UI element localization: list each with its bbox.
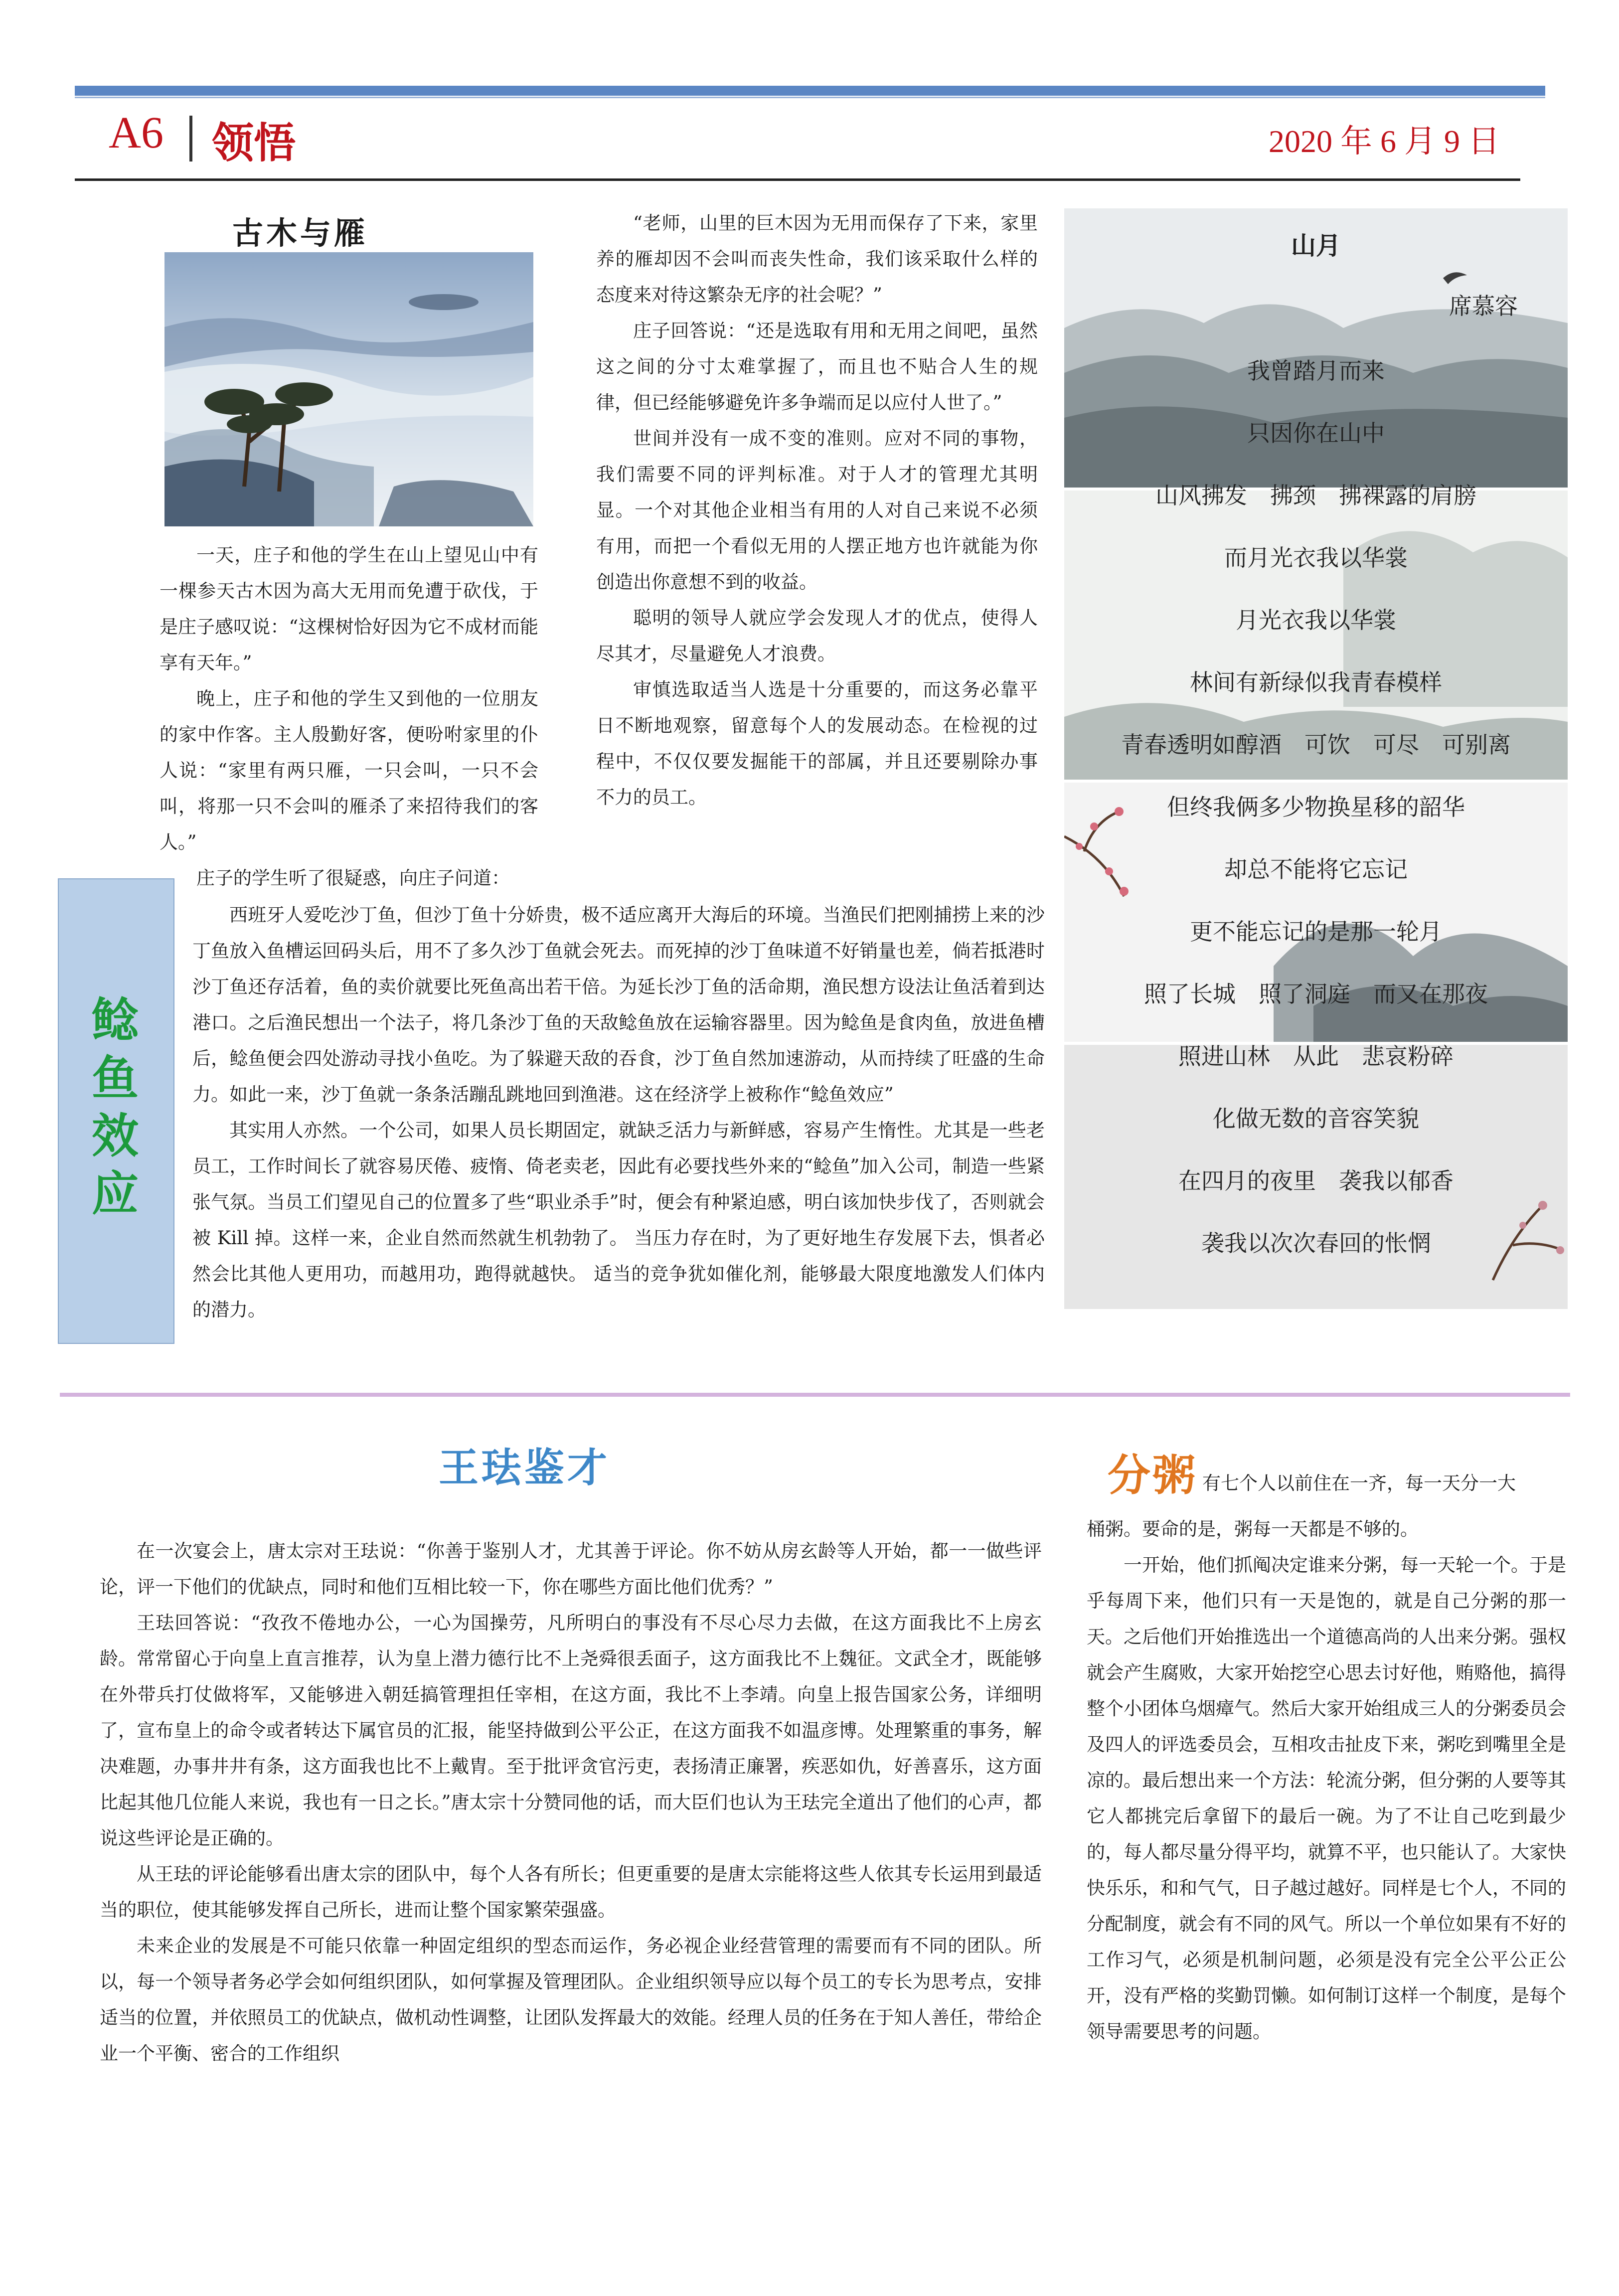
poem-line: 在四月的夜里 袭我以郁香 — [1178, 1167, 1454, 1194]
paragraph: 在一次宴会上，唐太宗对王珐说：“你善于鉴别人才，尤其善于评论。你不妨从房玄龄等人开始，都一一做些评论，评一下他们的优缺点，同时和他们互相比较一下，你在哪些方面比他们优秀？” — [100, 1540, 1042, 1598]
landscape-painting-image — [164, 252, 533, 526]
paragraph: 晚上，庄子和他的学生又到他的一位朋友的家中作客。主人殷勤好客，便吩咐家里的仆人说：“家里有两只雁，一只会叫，一只不会叫，将那一只不会叫的雁杀了来招待我们的客人。” — [160, 688, 538, 853]
paragraph: 从王珐的评论能够看出唐太宗的团队中，每个人各有所长；但更重要的是唐太宗能将这些人依其专长运用到最适当的职位，使其能够发挥自己所长，进而让整个国家繁荣强盛。 — [100, 1863, 1042, 1921]
poem-line: 只因你在山中 — [1247, 420, 1385, 447]
paragraph: 审慎选取适当人选是十分重要的，而这务必靠平日不断地观察，留意每个人的发展动态。在检视的过程中，不仅仅要发掘能干的部属，并且还要剔除办事不力的员工。 — [596, 679, 1038, 808]
article-ancient-tree-title: 古木与雁 — [232, 215, 368, 251]
poem-line: 照进山林 从此 悲哀粉碎 — [1178, 1043, 1454, 1070]
poem-line: 山风拂发 拂颈 拂裸露的肩膀 — [1155, 482, 1476, 509]
article-ancient-tree-column-2 — [596, 205, 1038, 816]
paragraph: 世间并没有一成不变的准则。应对不同的事物，我们需要不同的评判标准。对于人才的管理尤其明显。一个对其他企业相当有用的人对自己来说不必须有用，而把一个看似无用的人摆正地方也许就能为你创造出你意想不到的收益。 — [596, 428, 1038, 593]
poem-line: 却总不能将它忘记 — [1224, 856, 1408, 883]
wang-fa-article-body — [100, 1533, 1042, 2072]
paragraph: 一天，庄子和他的学生在山上望见山中有一棵参天古木因为高大无用而免遭于砍伐，于是庄子感叹说：“这棵树恰好因为它不成材而能享有天年。” — [160, 544, 538, 673]
header-top-bar-line — [75, 97, 1545, 98]
article-ancient-tree-column-1 — [160, 537, 538, 896]
catfish-effect-vertical-title — [58, 992, 172, 1223]
poem-author: 席慕容 — [1449, 293, 1518, 320]
section-divider — [60, 1393, 1570, 1397]
issue-date: 2020 年 6 月 9 日 — [1269, 124, 1500, 159]
title-char: 鱼 — [91, 1051, 139, 1106]
paragraph: 庄子回答说：“还是选取有用和无用之间吧，虽然这之间的分寸太难掌握了，而且也不贴合人生的规律，但已经能够避免许多争端而足以应付人世了。” — [596, 320, 1038, 413]
header-rule — [75, 178, 1520, 181]
poem-title: 山月 — [1291, 231, 1341, 260]
section-title: 领悟 — [212, 119, 296, 167]
poem-line: 袭我以次次春回的怅惘 — [1201, 1230, 1431, 1257]
title-char: 效 — [91, 1109, 139, 1163]
paragraph: 未来企业的发展是不可能只依靠一种固定组织的型态而运作，务必视企业经营管理的需要而有不同的团队。所以，每一个领导者务必学会如何组织团队，如何掌握及管理团队。企业组织领导应以每个员工的专长为思考点，安排适当的位置，并依照员工的优缺点，做机动性调整，让团队发挥最大的效能。经理人员的任务在于知人善任，带给企业一个平衡、密合的工作组织 — [100, 1935, 1042, 2064]
poem-line: 更不能忘记的是那一轮月 — [1190, 918, 1442, 945]
poem-line: 我曾踏月而来 — [1247, 357, 1385, 384]
porridge-article-body — [1087, 1511, 1566, 2050]
wang-fa-article-title: 王珐鉴才 — [439, 1445, 610, 1491]
poem-line: 月光衣我以华裳 — [1236, 607, 1396, 634]
catfish-effect-body — [192, 897, 1045, 1328]
paragraph: 一开始，他们抓阄决定谁来分粥，每一天轮一个。于是乎每周下来，他们只有一天是饱的，就是自己分粥的那一天。之后他们开始推选出一个道德高尚的人出来分粥。强权就会产生腐败，大家开始挖空心思去讨好他，贿赂他，搞得整个小团体乌烟瘴气。然后大家开始组成三人的分粥委员会及四人的评选委员会，互相攻击扯皮下来，粥吃到嘴里全是凉的。最后想出来一个方法：轮流分粥，但分粥的人要等其它人都挑完后拿留下的最后一碗。为了不让自己吃到最少的，每人都尽量分得平均，就算不平，也只能认了。大家快快乐乐，和和气气，日子越过越好。同样是七个人，不同的分配制度，就会有不同的风气。所以一个单位如果有不好的工作习气，必须是机制问题，必须是没有完全公平公正公开，没有严格的奖勤罚懒。如何制订这样一个制度，是每个领导需要思考的问题。 — [1087, 1554, 1566, 2042]
title-char: 应 — [91, 1167, 139, 1221]
poem-line: 但终我俩多少物换星移的韶华 — [1167, 794, 1465, 820]
porridge-article-first-line: 有七个人以前住在一齐，每一天分一大 — [1202, 1473, 1516, 1494]
paragraph: 桶粥。要命的是，粥每一天都是不够的。 — [1087, 1518, 1419, 1540]
paragraph: 聪明的领导人就应学会发现人才的优点，使得人尽其才，尽量避免人才浪费。 — [596, 607, 1038, 664]
paragraph: “老师，山里的巨木因为无用而保存了下来，家里养的雁却因不会叫而丧失性命，我们该采取什么样的态度来对待这繁杂无序的社会呢？” — [596, 212, 1038, 306]
paragraph: 西班牙人爱吃沙丁鱼，但沙丁鱼十分娇贵，极不适应离开大海后的环境。当渔民们把刚捕捞上来的沙丁鱼放入鱼槽运回码头后，用不了多久沙丁鱼就会死去。而死掉的沙丁鱼味道不好销量也差，倘若抵港时沙丁鱼还存活着，鱼的卖价就要比死鱼高出若干倍。为延长沙丁鱼的活命期，渔民想方设法让鱼活着到达港口。之后渔民想出一个法子，将几条沙丁鱼的天敌鲶鱼放在运输容器里。因为鲶鱼是食肉鱼，放进鱼槽后，鲶鱼便会四处游动寻找小鱼吃。为了躲避天敌的吞食，沙丁鱼自然加速游动，从而持续了旺盛的生命力。如此一来，沙丁鱼就一条条活蹦乱跳地回到渔港。这在经济学上被称作“鲶鱼效应” — [192, 904, 1045, 1105]
poem-line: 化做无数的音容笑貌 — [1213, 1105, 1419, 1132]
paragraph: 其实用人亦然。一个公司，如果人员长期固定，就缺乏活力与新鲜感，容易产生惰性。尤其是一些老员工，工作时间长了就容易厌倦、疲惰、倚老卖老，因此有必要找些外来的“鲶鱼”加入公司，制造一些紧张气氛。当员工们望见自己的位置多了些“职业杀手”时，便会有种紧迫感，明白该加快步伐了，否则就会被 Kill 掉。这样一来，企业自然而然就生机勃勃了。 当压力存在时，为了更好地生存发展下去，惧者必然会比其他人更用功，而越用功，跑得就越快。 适当的竞争犹如催化剂，能够最大限度地激发人们体内的潜力。 — [192, 1120, 1045, 1320]
porridge-article-title: 分粥 — [1108, 1451, 1197, 1500]
paragraph: 王珐回答说：“孜孜不倦地办公，一心为国操劳，凡所明白的事没有不尽心尽力去做，在这方面我比不上房玄龄。常常留心于向皇上直言推荐，认为皇上潜力德行比不上尧舜很丢面子，这方面我比不上魏征。文武全才，既能够在外带兵打仗做将军，又能够进入朝廷搞管理担任宰相，在这方面，我比不上李靖。向皇上报告国家公务，详细明了，宣布皇上的命令或者转达下属官员的汇报，能坚持做到公平公正，在这方面我不如温彦博。处理繁重的事务，解决难题，办事井井有条，这方面我也比不上戴胄。至于批评贪官污吏，表扬清正廉署，疾恶如仇，好善喜乐，这方面比起其他几位能人来说，我也有一日之长。”唐太宗十分赞同他的话，而大臣们也认为王珐完全道出了他们的心声，都说这些评论是正确的。 — [100, 1612, 1042, 1849]
header-top-bar — [75, 86, 1545, 96]
poem-line: 而月光衣我以华裳 — [1224, 544, 1408, 571]
title-char: 鲶 — [91, 993, 139, 1048]
poem-line: 林间有新绿似我青春模样 — [1190, 669, 1442, 696]
poem-line: 青春透明如醇酒 可饮 可尽 可别离 — [1121, 731, 1511, 758]
page-number: A6 — [109, 108, 163, 158]
header-separator — [189, 116, 192, 162]
poem-line: 照了长城 照了洞庭 而又在那夜 — [1144, 981, 1488, 1007]
poem-panel — [1064, 208, 1568, 1309]
paragraph: 庄子的学生听了很疑惑，向庄子问道： — [196, 867, 510, 889]
